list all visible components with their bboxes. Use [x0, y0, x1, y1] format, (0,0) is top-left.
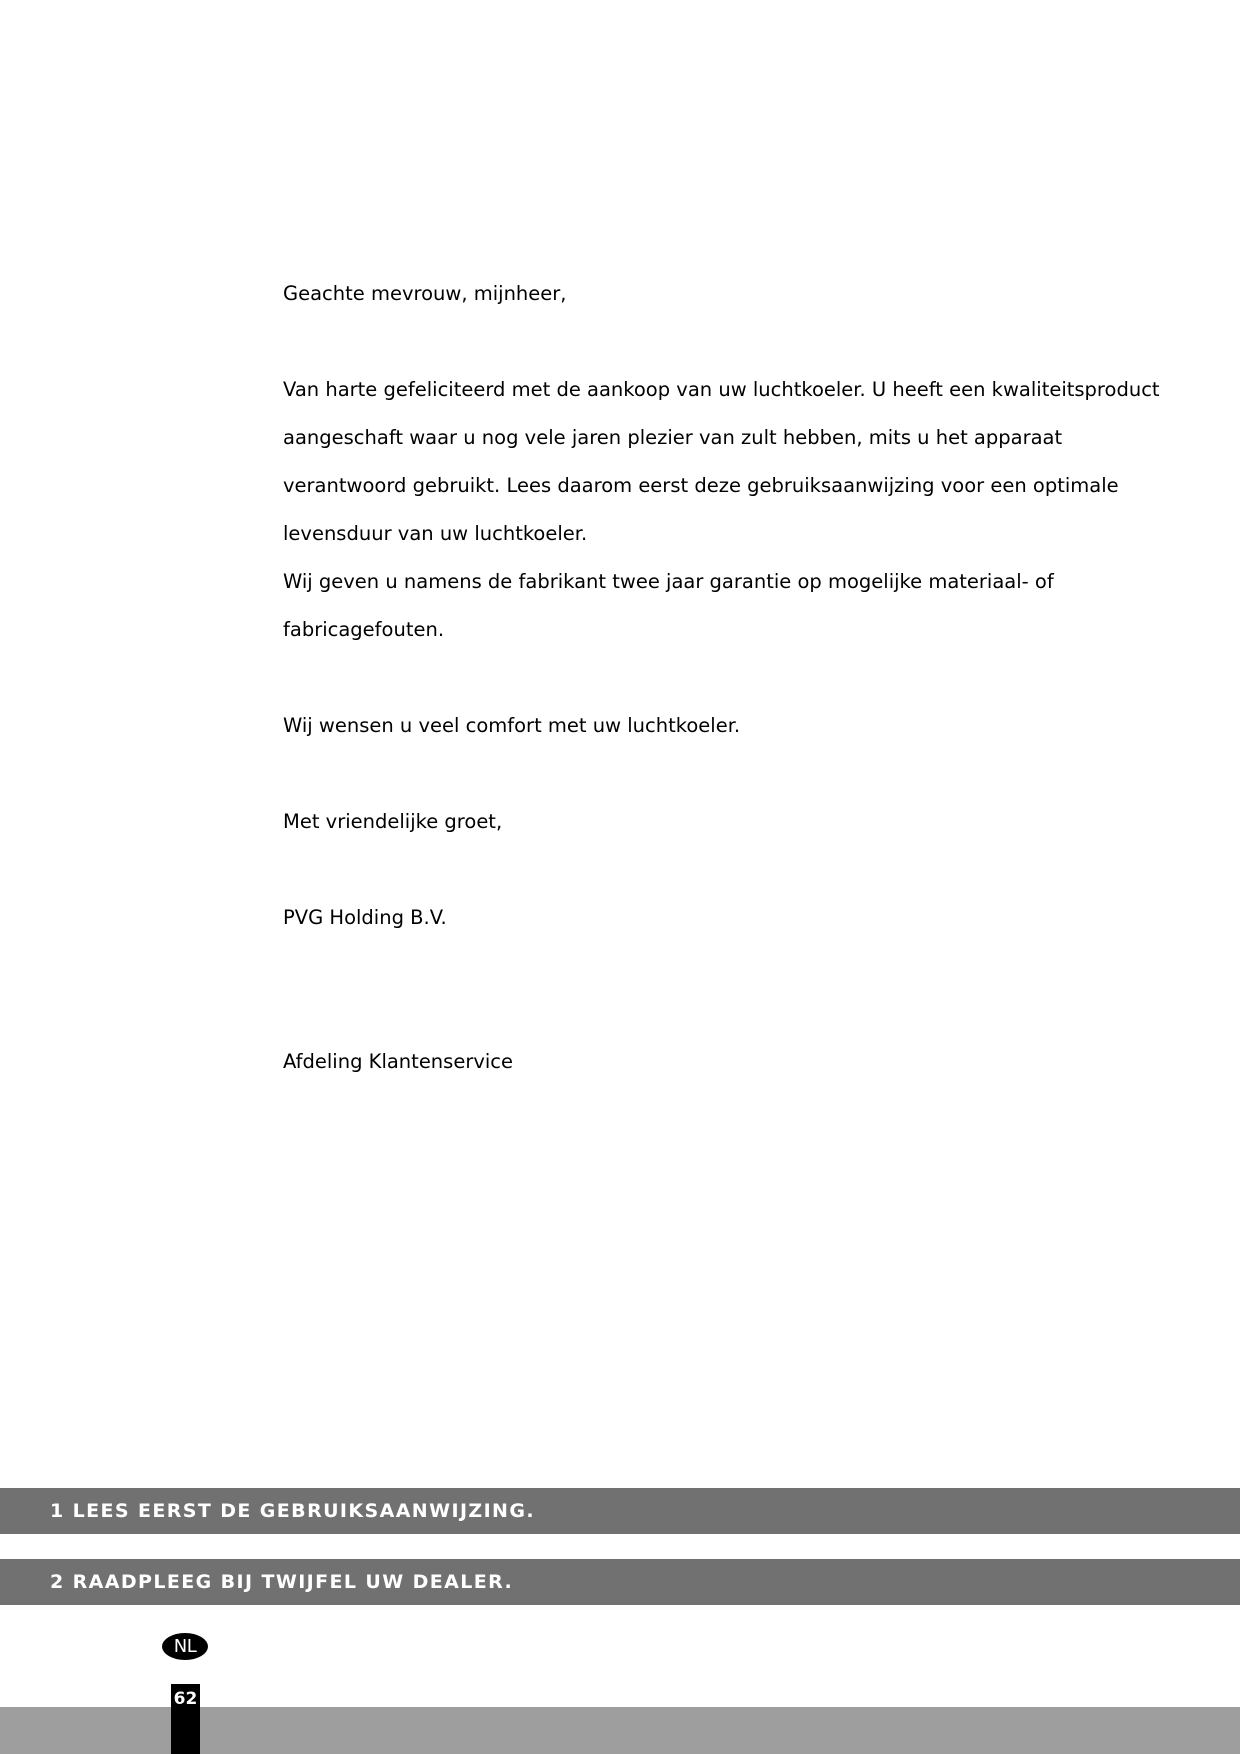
letter-line: verantwoord gebruikt. Lees daarom eerst deze gebruiksaanwijzing voor een optimale [283, 474, 1119, 497]
closing-line: Met vriendelijke groet, [283, 810, 503, 833]
spacer [283, 846, 1163, 894]
wish-line: Wij wensen u veel comfort met uw luchtkoeler. [283, 714, 741, 737]
letter-line: Van harte gefeliciteerd met de aankoop van uw luchtkoeler. U heeft een kwaliteitsproduct [283, 378, 1160, 401]
instruction-band-1: 1 LEES EERST DE GEBRUIKSAANWIJZING. [0, 1488, 1240, 1534]
company-name: PVG Holding B.V. [283, 906, 447, 929]
page-number: 62 [171, 1684, 200, 1754]
letter-body [283, 270, 1163, 1086]
spacer [283, 942, 1163, 1038]
letter-line: levensduur van uw luchtkoeler. [283, 522, 588, 545]
salutation: Geachte mevrouw, mijnheer, [283, 282, 567, 305]
letter-line: Wij geven u namens de fabrikant twee jaar garantie op mogelijke materiaal- of [283, 570, 1054, 593]
spacer [283, 654, 1163, 702]
instruction-band-2: 2 RAADPLEEG BIJ TWIJFEL UW DEALER. [0, 1559, 1240, 1605]
letter-line: fabricagefouten. [283, 618, 445, 641]
department-name: Afdeling Klantenservice [283, 1050, 514, 1073]
spacer [283, 750, 1163, 798]
letter-line: aangeschaft waar u nog vele jaren plezier van zult hebben, mits u het apparaat [283, 426, 1063, 449]
language-badge: NL [162, 1633, 208, 1660]
spacer [283, 318, 1163, 366]
